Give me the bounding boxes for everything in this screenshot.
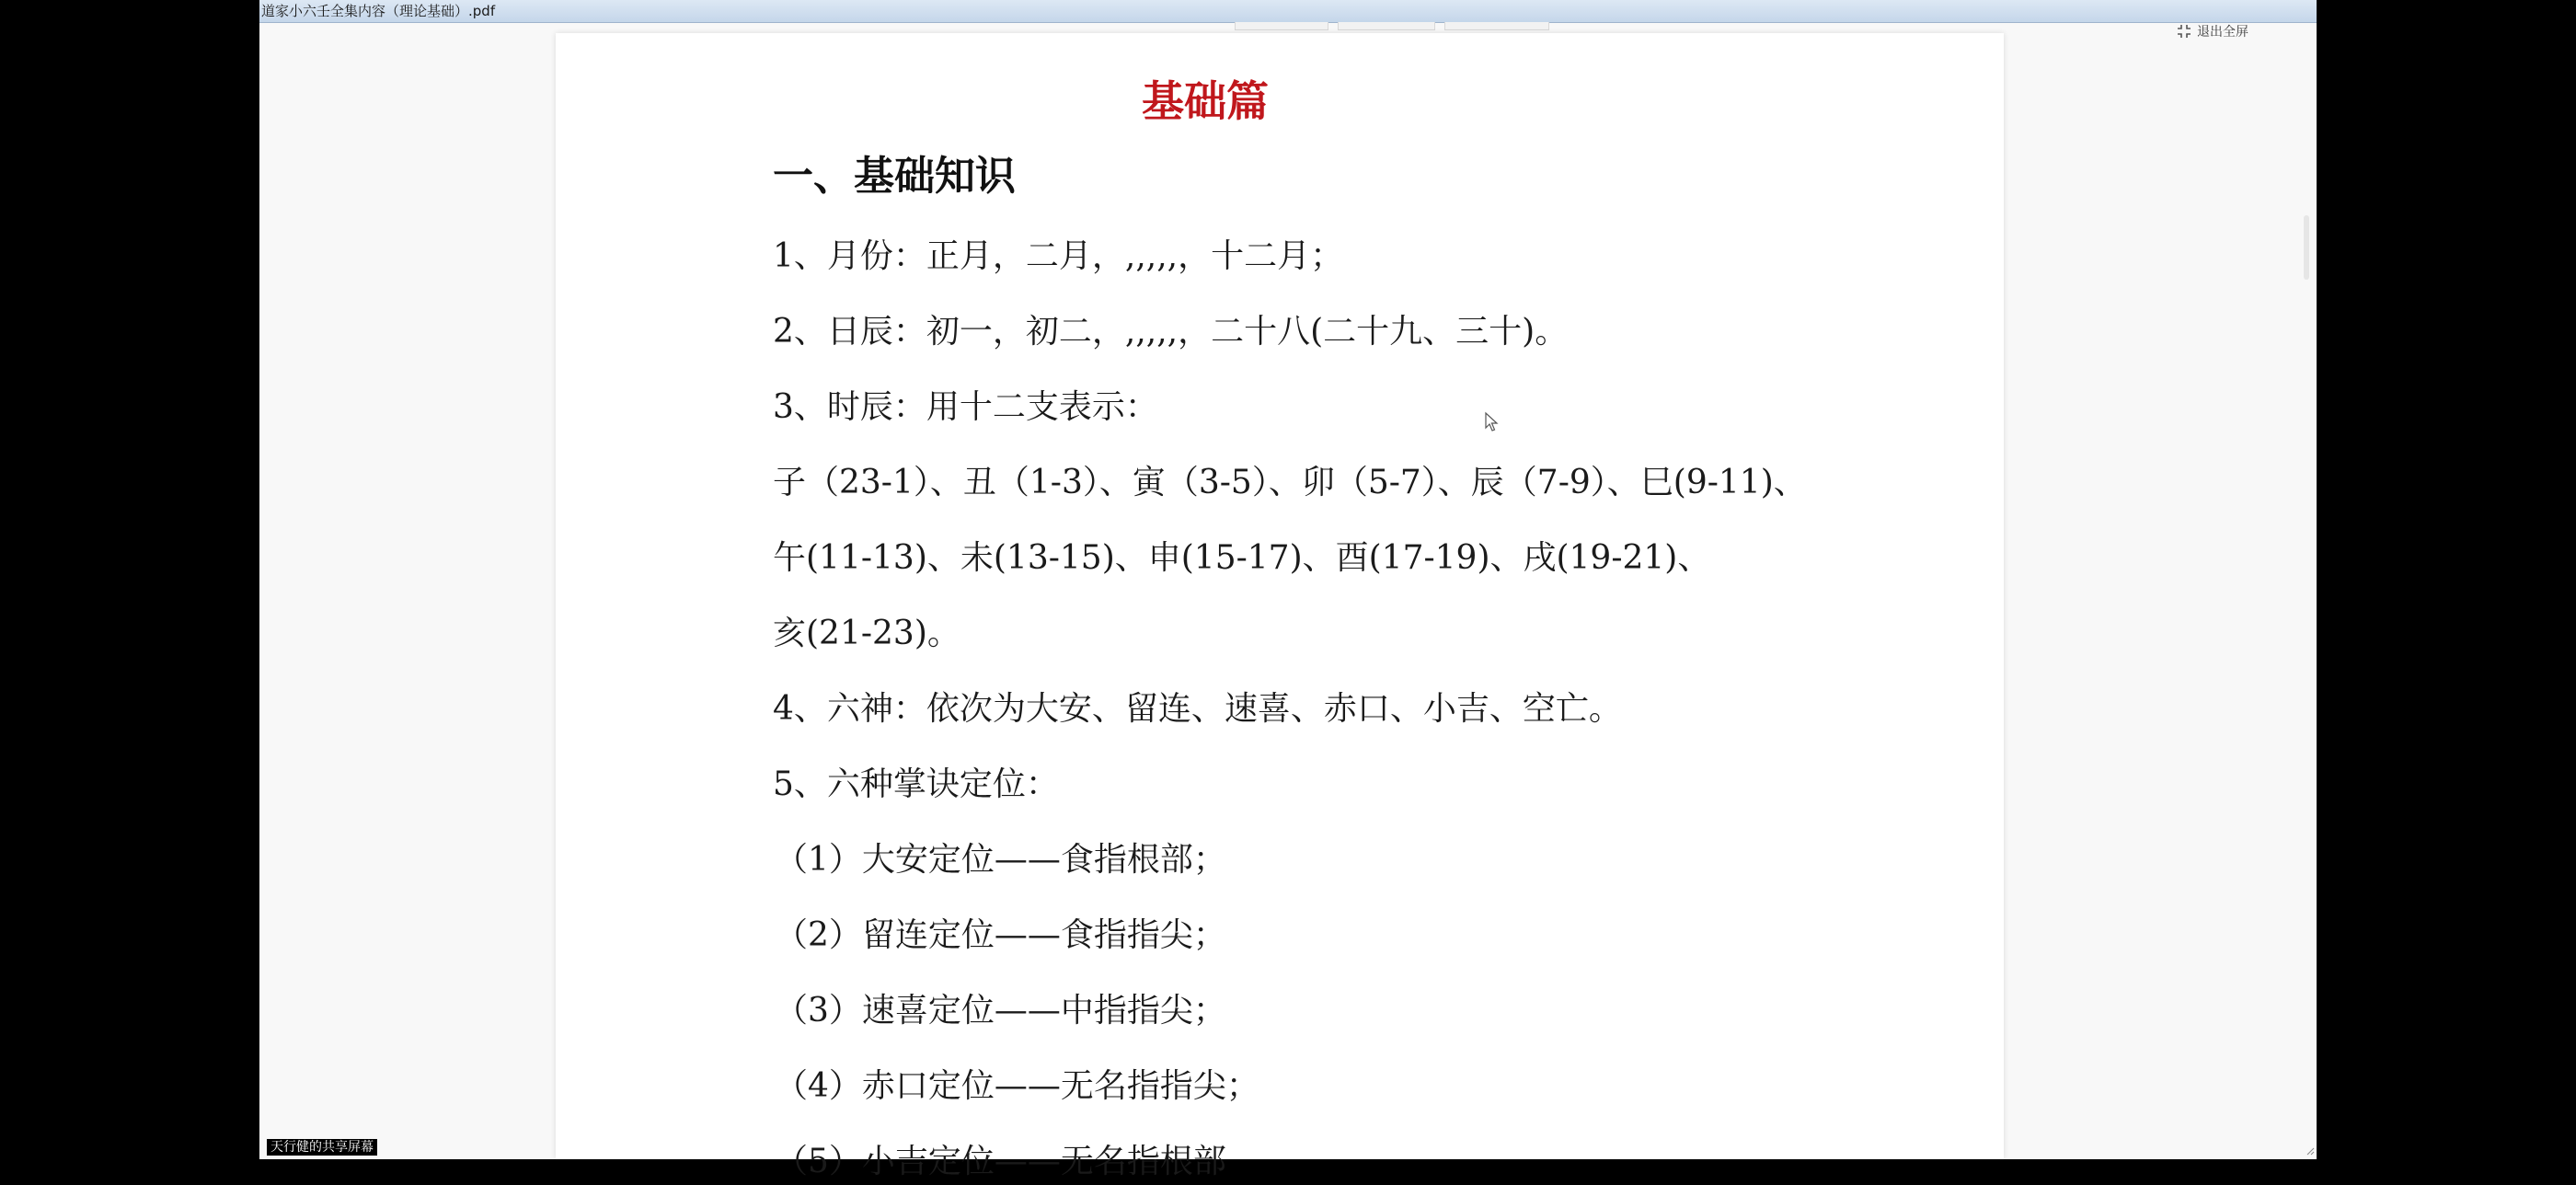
page-content: [556, 33, 2004, 1180]
scroll-thumb[interactable]: [2304, 215, 2309, 280]
exit-fullscreen-icon: [2177, 24, 2191, 39]
toolbar-tab-1[interactable]: [1235, 22, 1328, 30]
text-line-hour: 3、时辰：用十二支表示：: [773, 388, 1158, 426]
text-line-six-gods: 4、六神：依次为大安、留连、速喜、赤口、小吉、空亡。: [773, 690, 1622, 728]
title-bar: [259, 0, 2317, 23]
text-line-branches-2: 午(11-13)、未(13-15)、申(15-17)、酉(17-19)、戌(19-21)、: [773, 539, 1711, 577]
vertical-scrollbar[interactable]: [2302, 37, 2311, 1141]
text-line-chikou: （4）赤口定位——无名指指尖；: [775, 1067, 1259, 1105]
document-title: 基础篇: [1142, 76, 1269, 126]
resize-grip-icon[interactable]: [2306, 1146, 2315, 1156]
text-line-branches-1: 子（23-1）、丑（1-3）、寅（3-5）、卯（5-7）、辰（7-9）、巳(9-11)、: [773, 464, 1807, 501]
text-line-month: 1、月份：正月，二月，,,,,,，十二月；: [773, 237, 1344, 275]
exit-fullscreen-label: 退出全屏: [2197, 25, 2248, 40]
screen-share-label: 天行健的共享屏幕: [267, 1139, 377, 1156]
toolbar-tab-3[interactable]: [1444, 22, 1549, 30]
pdf-viewer-window: [259, 0, 2317, 1180]
text-line-daan: （1）大安定位——食指根部；: [775, 841, 1226, 879]
exit-fullscreen-button[interactable]: [2177, 22, 2248, 40]
toolbar-tab-2[interactable]: [1338, 22, 1435, 30]
section-heading: 一、基础知识: [773, 153, 1016, 200]
text-line-xiaoji: （5）小吉定位——无名指根部: [775, 1143, 1226, 1180]
text-line-palm-positions: 5、六种掌诀定位：: [773, 765, 1059, 803]
text-line-day: 2、日辰：初一，初二，,,,,,，二十八(二十九、三十)。: [773, 313, 1569, 351]
text-line-branches-3: 亥(21-23)。: [773, 615, 960, 652]
mouse-pointer-icon: [1485, 412, 1500, 432]
text-line-suxi: （3）速喜定位——中指指尖；: [775, 992, 1226, 1030]
pdf-page: [556, 33, 2004, 1180]
text-line-liulian: （2）留连定位——食指指尖；: [775, 916, 1226, 954]
window-title: 道家小六壬全集内容（理论基础）.pdf: [261, 3, 496, 19]
